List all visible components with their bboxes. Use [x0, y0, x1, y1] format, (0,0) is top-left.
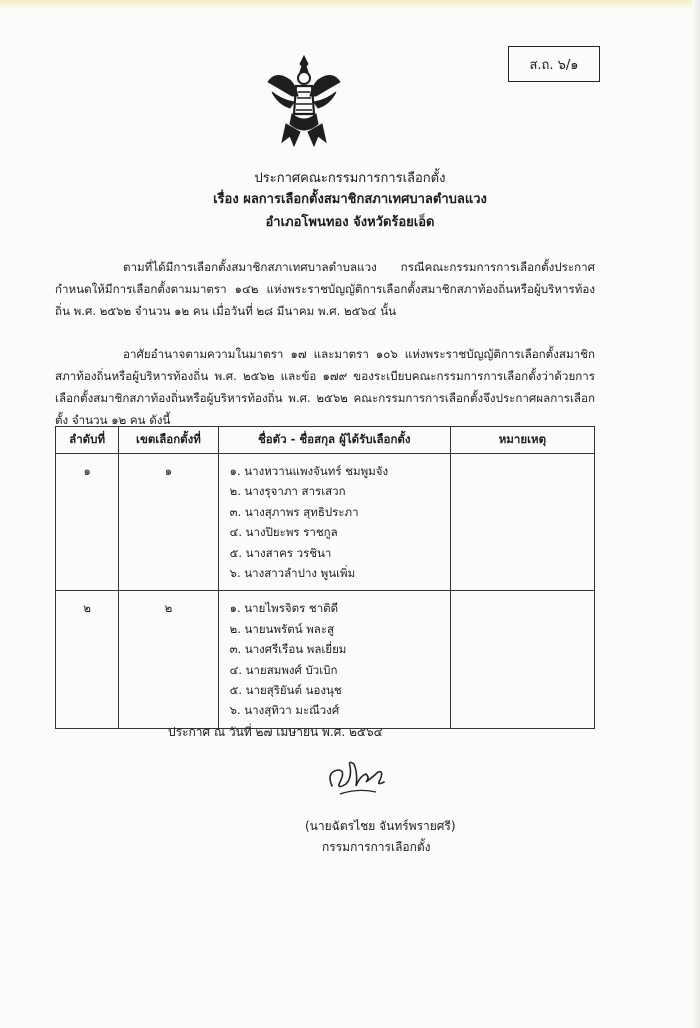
names-cell — [218, 454, 450, 591]
header-names: ชื่อตัว - ชื่อสกุล ผู้ได้รับเลือกตั้ง — [218, 427, 450, 454]
table-header-row — [56, 427, 595, 454]
form-code-box: ส.ถ. ๖/๑ — [508, 46, 600, 82]
order-value: ๒ — [83, 601, 91, 616]
order-cell — [56, 591, 119, 728]
note-cell — [450, 454, 594, 591]
winner-name: ๕. นางสาคร วรชินา — [229, 545, 332, 560]
table-row — [56, 454, 595, 591]
signature-mark — [318, 752, 398, 802]
header-note: หมายเหตุ — [450, 427, 594, 454]
winner-name: ๑. นางหวานแพงจันทร์ ชมพูมจัง — [229, 464, 389, 478]
winner-name: ๔. นางปิยะพร ราชกูล — [229, 525, 338, 540]
signer-title: กรรมการการเลือกตั้ง — [322, 840, 431, 854]
district-value: ๑ — [164, 464, 173, 478]
winner-name: ๔. นายสมพงศ์ บัวเบิก — [229, 662, 338, 677]
district-value: ๒ — [164, 601, 173, 616]
district-cell — [119, 591, 218, 728]
note-cell — [450, 591, 594, 728]
winner-name: ๖. นางสาวลำปาง พูนเพิ่ม — [229, 565, 356, 580]
scan-shadow — [0, 0, 700, 10]
winner-name: ๒. นายนพรัตน์ พละสู — [229, 621, 335, 636]
header-line-3: อำเภอโพนทอง จังหวัดร้อยเอ็ด — [265, 215, 435, 230]
winner-name: ๑. นายไพรจิตร ชาติดี — [229, 601, 339, 616]
signer-name: (นายฉัตรไชย จันทร์พรายศรี) — [305, 819, 456, 833]
order-value: ๑ — [83, 464, 91, 478]
winner-name: ๕. นายสุริยันต์ นองนุช — [229, 682, 342, 697]
header-district: เขตเลือกตั้งที่ — [119, 427, 218, 454]
announcement-date: ประกาศ ณ วันที่ ๒๗ เมษายน พ.ศ. ๒๕๖๔ — [168, 725, 383, 739]
district-cell — [119, 454, 218, 591]
results-table — [55, 426, 595, 729]
order-cell — [56, 454, 119, 591]
winner-name: ๓. นางศรีเรือน พลเยี่ยม — [229, 642, 347, 657]
header-line-2: เรื่อง ผลการเลือกตั้งสมาชิกสภาเทศบาลตำบลแวง — [213, 192, 487, 207]
body-paragraph-1: ตามที่ได้มีการเลือกตั้งสมาชิกสภาเทศบาลตำบลแวง กรณีคณะกรรมการการเลือกตั้งประกาศกำหนดให้มีการเลือกตั้งตามมาตรา ๑๔๒ แห่งพระราชบัญญัติการเลือกตั้งสมาชิกสภาท้องถิ่นหรือผู้บริหารท้องถิ่น พ.ศ. ๒๕๖๒ จำนวน ๑๒ คน เมื่อวันที่ ๒๘ มีนาคม พ.ศ. ๒๕๖๔ นั้น — [55, 260, 595, 318]
header-order: ลำดับที่ — [56, 427, 119, 454]
winner-name: ๓. นางสุภาพร สุทธิประภา — [229, 504, 359, 519]
body-paragraph-2: อาศัยอำนาจตามความในมาตรา ๑๗ และมาตรา ๑๐๖ แห่งพระราชบัญญัติการเลือกตั้งสมาชิกสภาท้องถิ่นหรือผู้บริหารท้องถิ่น พ.ศ. ๒๕๖๒ และข้อ ๑๗๙ ของระเบียบคณะกรรมการการเลือกตั้งว่าด้วยการเลือกตั้งสมาชิกสภาท้องถิ่นหรือผู้บริหารท้องถิ่น พ.ศ. ๒๕๖๒ คณะกรรมการการเลือกตั้งจึงประกาศผลการเลือกตั้ง จำนวน ๑๒ คน ดังนี้ — [55, 347, 595, 427]
names-cell — [218, 591, 450, 728]
winner-name: ๒. นางรุจาภา สารเสวก — [229, 484, 346, 499]
garuda-emblem-icon — [262, 52, 346, 152]
scan-edge — [692, 0, 700, 1028]
winner-name: ๖. นางสุทิวา มะณีวงศ์ — [229, 703, 340, 718]
header-line-1: ประกาศคณะกรรมการการเลือกตั้ง — [254, 171, 446, 186]
table-row — [56, 591, 595, 728]
